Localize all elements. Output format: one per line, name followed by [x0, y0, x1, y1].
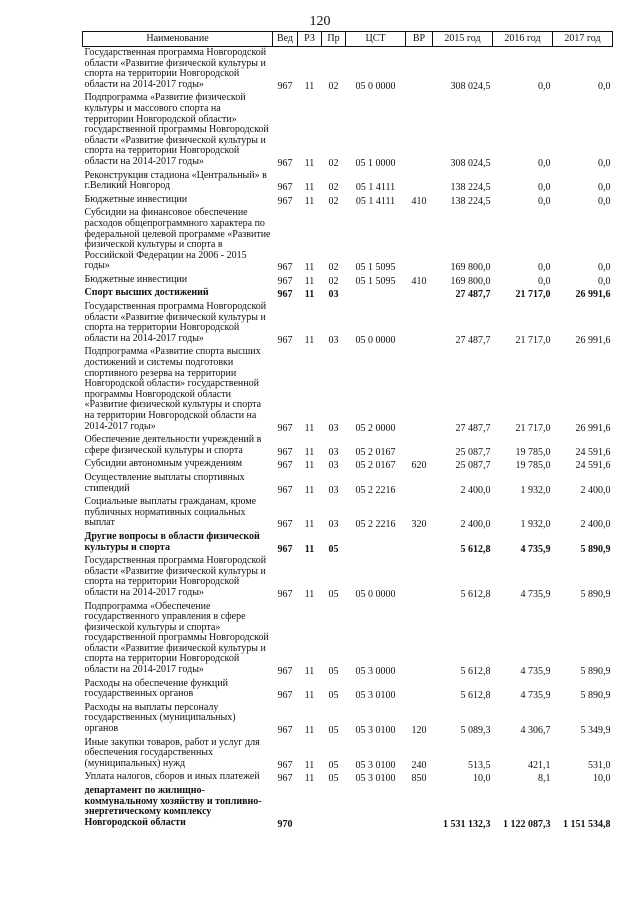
- row-amount-2016: 0,0: [538, 195, 551, 207]
- table-row: [83, 434, 613, 458]
- row-pr: 05: [328, 543, 339, 555]
- row-vr: 120: [411, 725, 427, 737]
- row-ved: 967: [277, 289, 293, 301]
- row-cst: [346, 531, 406, 555]
- row-cst: 05 0 0000: [355, 334, 396, 346]
- row-cst: 05 1 5095: [355, 262, 396, 274]
- table-row: [83, 702, 613, 737]
- row-amount-2016: 4 306,7: [520, 725, 551, 737]
- row-pr: 02: [328, 80, 339, 92]
- row-rz: 11: [304, 690, 315, 702]
- row-amount-2017: 10,0: [593, 773, 611, 785]
- row-ved: 967: [277, 666, 293, 678]
- row-name: Уплата налогов, сборов и иных платежей: [84, 771, 260, 783]
- row-amount-2015: 5 612,8: [460, 666, 491, 678]
- table-body: [83, 47, 613, 831]
- row-amount-2016: 21 717,0: [515, 422, 551, 434]
- row-vr: [406, 47, 433, 93]
- row-vr: [406, 472, 433, 496]
- row-ved: 967: [277, 446, 293, 458]
- row-rz: 11: [304, 182, 315, 194]
- row-vr: 410: [411, 195, 427, 207]
- row-rz: 11: [304, 543, 315, 555]
- row-amount-2017: 0,0: [598, 195, 611, 207]
- row-pr: 03: [328, 519, 339, 531]
- row-amount-2015: 5 612,8: [460, 588, 491, 600]
- row-name: Государственная программа Новгородской области «Развитие физической культуры и спорта на территории Новгородской области на 2014-2017 годы»: [84, 301, 267, 344]
- row-amount-2016: 4 735,9: [520, 690, 551, 702]
- row-ved: 967: [277, 80, 293, 92]
- row-amount-2017: 0,0: [598, 275, 611, 287]
- row-pr: 02: [328, 195, 339, 207]
- row-rz: 11: [304, 157, 315, 169]
- row-amount-2015: 10,0: [473, 773, 491, 785]
- row-cst: 05 1 4111: [355, 182, 396, 194]
- table-row: [83, 555, 613, 600]
- row-amount-2015: 27 487,7: [455, 422, 491, 434]
- row-amount-2017: 24 591,6: [575, 460, 611, 472]
- row-amount-2017: 1 151 534,8: [563, 818, 611, 830]
- table-row: [83, 531, 613, 555]
- budget-table: [82, 31, 613, 830]
- row-amount-2015: 25 087,7: [455, 460, 491, 472]
- row-amount-2016: 1 932,0: [520, 484, 551, 496]
- row-name: Подпрограмма «Развитие физической культуры и массового спорта на территории Новгородской области» государственной программы Новгородской области «Развитие физической культуры и спорта на территории Новгородской области на 2014-2017 годы»: [84, 92, 269, 167]
- row-rz: 11: [304, 334, 315, 346]
- row-pr: 05: [328, 588, 339, 600]
- header-ved: Вед: [273, 32, 298, 47]
- row-name: Подпрограмма «Обеспечение государственного управления в сфере физической культуры и спорта» государственной программы Новгородской области «Развитие физической культуры и спорта на территории Новгородской области на 2014-2017 годы»: [84, 600, 269, 676]
- row-vr: 620: [411, 460, 427, 472]
- row-cst: 05 3 0000: [355, 666, 396, 678]
- row-cst: 05 2 0000: [355, 422, 396, 434]
- table-row: [83, 785, 613, 830]
- table-header-row: [83, 32, 613, 47]
- row-vr: 410: [411, 275, 427, 287]
- row-amount-2017: 5 890,9: [580, 690, 611, 702]
- row-amount-2016: 21 717,0: [515, 289, 551, 301]
- row-name: Субсидии на финансовое обеспечение расходов общепрограммного характера по федеральной целевой программе «Развитие физической культуры и спорта в Российской Федерации на 2006 - 2015 годы»: [84, 207, 271, 272]
- row-ved: 967: [277, 773, 293, 785]
- row-rz: 11: [304, 446, 315, 458]
- row-rz: 11: [304, 519, 315, 531]
- row-cst: 05 2 0167: [355, 460, 396, 472]
- table-row: [83, 771, 613, 785]
- row-name: Бюджетные инвестиции: [84, 273, 188, 285]
- row-amount-2016: 0,0: [538, 80, 551, 92]
- row-pr: 05: [328, 759, 339, 771]
- header-pr: Пр: [322, 32, 346, 47]
- row-cst: 05 2 0167: [355, 446, 396, 458]
- row-pr: 03: [328, 422, 339, 434]
- row-amount-2016: 19 785,0: [515, 446, 551, 458]
- row-vr: [406, 678, 433, 702]
- row-amount-2015: 5 089,3: [460, 725, 491, 737]
- row-amount-2015: 308 024,5: [450, 80, 491, 92]
- row-cst: 05 0 0000: [355, 588, 396, 600]
- row-pr: [322, 785, 346, 830]
- row-vr: [406, 785, 433, 830]
- row-name: Реконструкция стадиона «Центральный» в г.Великий Новгород: [84, 169, 267, 192]
- row-pr: 05: [328, 725, 339, 737]
- row-cst: 05 1 0000: [355, 157, 396, 169]
- row-vr: [406, 287, 433, 301]
- row-cst: 05 3 0100: [355, 725, 396, 737]
- header-2017: 2017 год: [553, 32, 613, 47]
- table-row: [83, 47, 613, 93]
- row-name: Расходы на обеспечение функций государственных органов: [84, 677, 228, 700]
- row-ved: 967: [277, 543, 293, 555]
- row-cst: 05 1 5095: [355, 275, 396, 287]
- row-name: Государственная программа Новгородской области «Развитие физической культуры и спорта на территории Новгородской области на 2014-2017 годы»: [84, 555, 267, 598]
- row-amount-2015: 27 487,7: [455, 334, 491, 346]
- row-pr: 05: [328, 690, 339, 702]
- row-vr: [406, 207, 433, 274]
- row-amount-2017: 2 400,0: [580, 519, 611, 531]
- row-amount-2015: 5 612,8: [460, 690, 491, 702]
- row-amount-2017: 2 400,0: [580, 484, 611, 496]
- row-name: Обеспечение деятельности учреждений в сфере физической культуры и спорта: [84, 434, 262, 456]
- row-amount-2016: 4 735,9: [520, 588, 551, 600]
- row-pr: 05: [328, 773, 339, 785]
- row-vr: 850: [411, 773, 427, 785]
- row-ved: 967: [277, 334, 293, 346]
- table-row: [83, 601, 613, 678]
- header-cst: ЦСТ: [346, 32, 406, 47]
- row-amount-2015: 5 612,8: [460, 543, 491, 555]
- row-amount-2016: 0,0: [538, 275, 551, 287]
- row-name: Социальные выплаты гражданам, кроме публичных нормативных социальных выплат: [84, 496, 257, 529]
- row-pr: 02: [328, 262, 339, 274]
- row-amount-2016: 4 735,9: [520, 543, 551, 555]
- row-name: Субсидии автономным учреждениям: [84, 458, 243, 470]
- row-ved: 967: [277, 588, 293, 600]
- row-cst: 05 1 4111: [355, 195, 396, 207]
- row-ved: 967: [277, 725, 293, 737]
- header-vr: ВР: [406, 32, 433, 47]
- row-amount-2017: 5 349,9: [580, 725, 611, 737]
- row-amount-2016: 1 932,0: [520, 519, 551, 531]
- row-amount-2015: 2 400,0: [460, 484, 491, 496]
- row-vr: [406, 434, 433, 458]
- header-2016: 2016 год: [493, 32, 553, 47]
- row-amount-2017: 0,0: [598, 262, 611, 274]
- row-cst: 05 2 2216: [355, 484, 396, 496]
- row-vr: 240: [411, 759, 427, 771]
- table-row: [83, 207, 613, 274]
- header-2015: 2015 год: [433, 32, 493, 47]
- row-amount-2017: 26 991,6: [575, 289, 611, 301]
- row-rz: 11: [304, 773, 315, 785]
- row-cst: [346, 785, 406, 830]
- row-ved: 967: [277, 157, 293, 169]
- row-ved: 967: [277, 460, 293, 472]
- row-rz: 11: [304, 759, 315, 771]
- row-name: Государственная программа Новгородской области «Развитие физической культуры и спорта на территории Новгородской области на 2014-2017 годы»: [84, 47, 267, 90]
- row-name: Иные закупки товаров, работ и услуг для обеспечения государственных (муниципальных) нужд: [84, 736, 260, 769]
- row-amount-2017: 24 591,6: [575, 446, 611, 458]
- row-cst: 05 0 0000: [355, 80, 396, 92]
- row-name: Спорт высших достижений: [84, 287, 209, 299]
- row-rz: 11: [304, 666, 315, 678]
- row-rz: 11: [304, 725, 315, 737]
- row-amount-2017: 0,0: [598, 80, 611, 92]
- row-amount-2015: 27 487,7: [455, 289, 491, 301]
- row-rz: 11: [304, 422, 315, 434]
- row-name: Расходы на выплаты персоналу государственных (муниципальных) органов: [84, 701, 236, 735]
- row-rz: 11: [304, 588, 315, 600]
- row-ved: 970: [277, 818, 293, 830]
- row-amount-2016: 8,1: [538, 773, 551, 785]
- row-rz: 11: [304, 289, 315, 301]
- table-row: [83, 496, 613, 531]
- table-row: [83, 301, 613, 346]
- row-cst: 05 2 2216: [355, 519, 396, 531]
- table-row: [83, 678, 613, 702]
- row-name: Осуществление выплаты спортивных стипендий: [84, 471, 245, 494]
- row-amount-2015: 308 024,5: [450, 157, 491, 169]
- row-vr: [406, 92, 433, 169]
- row-vr: [406, 170, 433, 194]
- row-amount-2015: 1 531 132,3: [443, 818, 491, 830]
- row-amount-2015: 513,5: [468, 759, 491, 771]
- row-name: Бюджетные инвестиции: [84, 193, 188, 205]
- row-ved: 967: [277, 484, 293, 496]
- row-cst: 05 3 0100: [355, 690, 396, 702]
- row-pr: 03: [328, 334, 339, 346]
- row-vr: [406, 531, 433, 555]
- row-amount-2016: 421,1: [528, 759, 551, 771]
- page-number: 120: [309, 14, 331, 29]
- row-amount-2017: 5 890,9: [580, 666, 611, 678]
- row-ved: 967: [277, 262, 293, 274]
- table-row: [83, 274, 613, 288]
- row-amount-2015: 169 800,0: [450, 275, 491, 287]
- row-cst: [346, 287, 406, 301]
- row-amount-2016: 4 735,9: [520, 666, 551, 678]
- row-vr: [406, 301, 433, 346]
- row-rz: [298, 785, 322, 830]
- row-pr: 03: [328, 484, 339, 496]
- row-vr: [406, 346, 433, 434]
- header-rz: РЗ: [298, 32, 322, 47]
- row-ved: 967: [277, 690, 293, 702]
- row-rz: 11: [304, 275, 315, 287]
- table-row: [83, 458, 613, 472]
- row-amount-2016: 0,0: [538, 157, 551, 169]
- row-amount-2017: 531,0: [588, 759, 611, 771]
- row-ved: 967: [277, 275, 293, 287]
- row-amount-2016: 1 122 087,3: [503, 818, 551, 830]
- row-amount-2017: 5 890,9: [580, 543, 611, 555]
- row-amount-2017: 0,0: [598, 157, 611, 169]
- row-ved: 967: [277, 182, 293, 194]
- table-row: [83, 194, 613, 208]
- table-row: [83, 472, 613, 496]
- table-row: [83, 737, 613, 772]
- table-row: [83, 170, 613, 194]
- row-ved: 967: [277, 422, 293, 434]
- row-amount-2017: 0,0: [598, 182, 611, 194]
- row-vr: [406, 601, 433, 678]
- row-rz: 11: [304, 80, 315, 92]
- row-amount-2016: 19 785,0: [515, 460, 551, 472]
- table-row: [83, 287, 613, 301]
- row-name: Подпрограмма «Развитие спорта высших достижений и системы подготовки спортивного резерва на территории Новгородской области» государственной программы Новгородской области «Развитие физической культуры и спорта на территории Новгородской области на 2014-2017 годы»: [84, 346, 262, 432]
- table-row: [83, 92, 613, 169]
- table-row: [83, 346, 613, 434]
- row-ved: 967: [277, 519, 293, 531]
- row-pr: 02: [328, 182, 339, 194]
- row-pr: 02: [328, 157, 339, 169]
- row-amount-2017: 5 890,9: [580, 588, 611, 600]
- row-pr: 05: [328, 666, 339, 678]
- row-pr: 03: [328, 289, 339, 301]
- row-cst: 05 3 0100: [355, 759, 396, 771]
- row-rz: 11: [304, 460, 315, 472]
- row-amount-2015: 138 224,5: [450, 195, 491, 207]
- row-cst: 05 3 0100: [355, 773, 396, 785]
- row-ved: 967: [277, 195, 293, 207]
- row-rz: 11: [304, 195, 315, 207]
- row-amount-2017: 26 991,6: [575, 334, 611, 346]
- row-name: Другие вопросы в области физической культуры и спорта: [84, 530, 260, 553]
- row-amount-2016: 0,0: [538, 182, 551, 194]
- row-amount-2016: 21 717,0: [515, 334, 551, 346]
- row-amount-2015: 169 800,0: [450, 262, 491, 274]
- row-amount-2016: 0,0: [538, 262, 551, 274]
- row-name: департамент по жилищно-коммунальному хозяйству и топливно-энергетическому комплексу Новгородской области: [84, 785, 262, 828]
- row-amount-2017: 26 991,6: [575, 422, 611, 434]
- row-rz: 11: [304, 484, 315, 496]
- row-vr: 320: [411, 519, 427, 531]
- row-pr: 02: [328, 275, 339, 287]
- header-name: Наименование: [83, 32, 273, 47]
- row-pr: 03: [328, 460, 339, 472]
- row-pr: 03: [328, 446, 339, 458]
- row-ved: 967: [277, 759, 293, 771]
- row-amount-2015: 2 400,0: [460, 519, 491, 531]
- row-amount-2015: 25 087,7: [455, 446, 491, 458]
- row-amount-2015: 138 224,5: [450, 182, 491, 194]
- row-rz: 11: [304, 262, 315, 274]
- row-vr: [406, 555, 433, 600]
